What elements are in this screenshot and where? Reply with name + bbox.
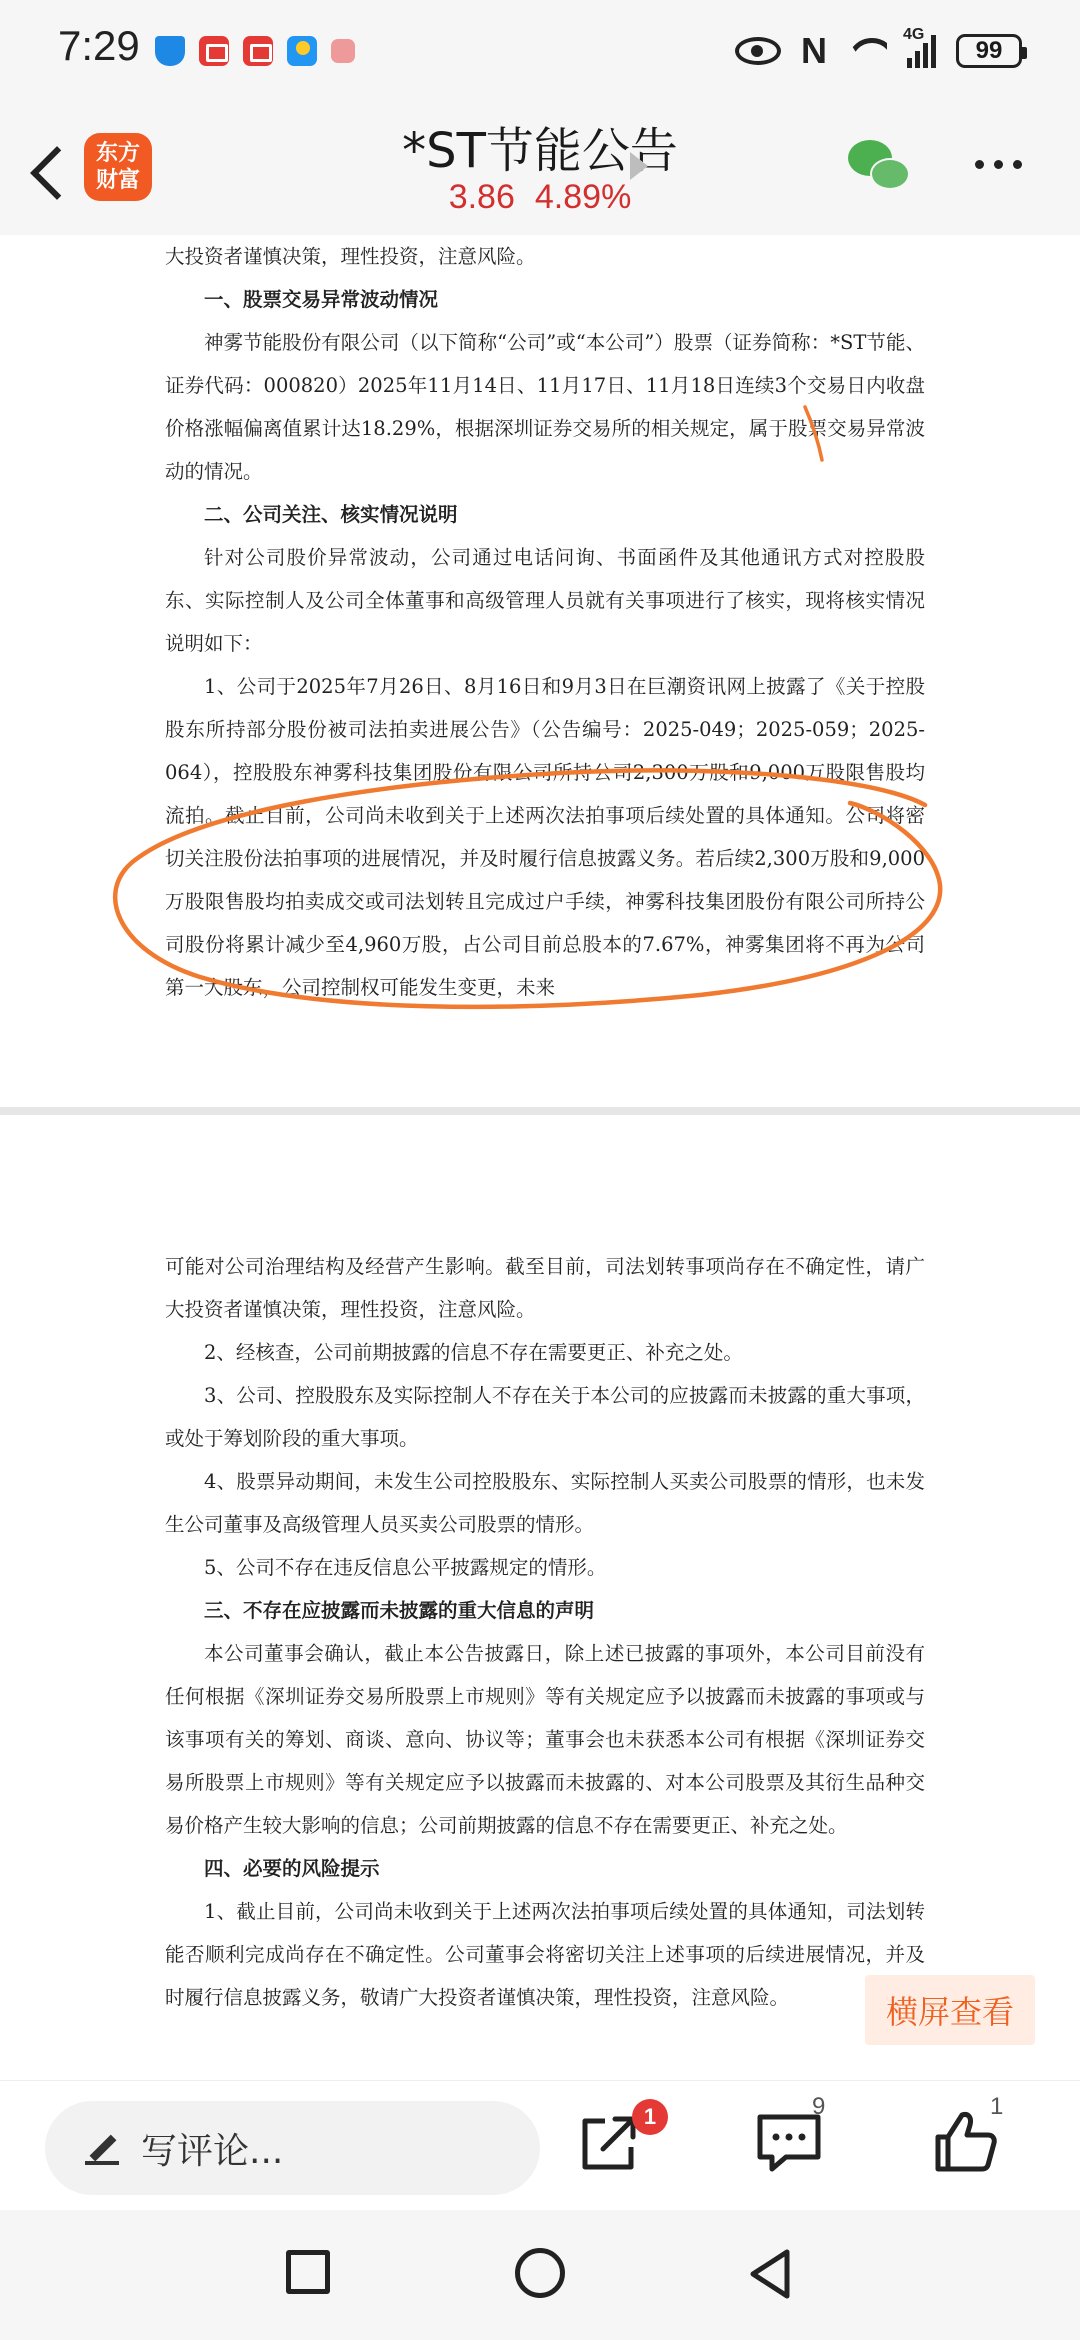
- document-paragraph: 4、股票异动期间，未发生公司控股股东、实际控制人买卖公司股票的情形，也未发生公司董事及高级管理人员买卖公司股票的情形。: [165, 1470, 925, 1536]
- comments-count: 9: [812, 2093, 826, 2120]
- app-header: [0, 100, 1080, 235]
- eye-comfort-icon: [735, 37, 781, 65]
- shield-icon: [155, 36, 185, 66]
- status-time: 7:29: [58, 22, 140, 69]
- document-paragraph: 可能对公司治理结构及经营产生影响。截至目前，司法划转事项尚存在不确定性，请广大投资者谨慎决策，理性投资，注意风险。: [165, 1255, 925, 1321]
- weather-icon: [287, 36, 317, 66]
- section-heading: 二、公司关注、核实情况说明: [204, 503, 458, 526]
- document-paragraph: 1、截止目前，公司尚未收到关于上述两次法拍事项后续处置的具体通知，司法划转能否顺利完成尚存在不确定性。公司董事会将密切关注上述事项的后续进展情况，并及时履行信息披露义务，敬请广大投资者谨慎决策，理性投资，注意风险。: [165, 1900, 925, 2009]
- next-stock-arrow-icon[interactable]: [630, 152, 648, 180]
- recent-apps-icon[interactable]: [286, 2250, 330, 2294]
- wifi-icon: [847, 34, 887, 68]
- news-app-icon-2: [243, 36, 273, 66]
- notification-icons: [155, 36, 355, 66]
- section-heading: 三、不存在应披露而未披露的重大信息的声明: [204, 1599, 595, 1622]
- likes-count: 1: [990, 2093, 1004, 2120]
- network-type: 4G: [903, 26, 925, 43]
- wechat-share-icon[interactable]: [848, 140, 910, 196]
- document-paragraph: 1、公司于2025年7月26日、8月16日和9月3日在巨潮资讯网上披露了《关于控股股东所持部分股份被司法拍卖进展公告》（公告编号：2025-049；2025-059；2025-064），控股股东神雾科技集团股份有限公司所持公司2,300万股和9,000万股限售股均流拍。截止目前，公司尚未收到关于上述两次法拍事项后续处置的具体通知。公司将密切关注股份法拍事项的进展情况，并及时履行信息披露义务。若后续2,300万股和9,000万股限售股均拍卖成交或司法划转且完成过户手续，神雾科技集团股份有限公司所持公司股份将累计减少至4,960万股，占公司目前总股本的7.67%，神雾集团将不再为公司第一大股东，公司控制权可能发生变更，未来: [165, 675, 925, 999]
- app-logo-text: 东方财富: [96, 141, 141, 193]
- landscape-view-button[interactable]: 横屏查看: [865, 1975, 1035, 2045]
- stock-change: 4.89%: [534, 178, 632, 216]
- document-viewer[interactable]: [0, 235, 1080, 2080]
- comment-placeholder: 写评论...: [141, 2130, 284, 2172]
- document-page-2: [165, 1245, 925, 2019]
- news-app-icon: [199, 36, 229, 66]
- document-paragraph: 3、公司、控股股东及实际控制人不存在关于本公司的应披露而未披露的重大事项，或处于筹划阶段的重大事项。: [165, 1384, 925, 1450]
- document-paragraph: 大投资者谨慎决策，理性投资，注意风险。: [165, 245, 536, 268]
- status-bar: [0, 0, 1080, 100]
- comment-input[interactable]: [45, 2101, 540, 2195]
- home-icon[interactable]: [515, 2248, 565, 2298]
- pencil-icon: [85, 2131, 119, 2165]
- document-paragraph: 2、经核查，公司前期披露的信息不存在需要更正、补充之处。: [204, 1341, 743, 1364]
- battery-icon: [956, 34, 1022, 68]
- document-page-1: [165, 235, 925, 1009]
- system-status-icons: [735, 26, 1022, 72]
- battery-level: 99: [975, 37, 1003, 64]
- share-badge: 1: [632, 2099, 668, 2135]
- nfc-icon: N: [801, 30, 827, 71]
- stock-quote: [0, 178, 1080, 217]
- stock-price: 3.86: [448, 178, 515, 216]
- bottom-action-bar: [0, 2080, 1080, 2210]
- document-paragraph: 5、公司不存在违反信息公平披露规定的情形。: [204, 1556, 607, 1579]
- cellular-signal-icon: [903, 26, 936, 68]
- document-paragraph: 本公司董事会确认，截止本公告披露日，除上述已披露的事项外，本公司目前没有任何根据《深圳证券交易所股票上市规则》等有关规定应予以披露而未披露的事项或与该事项有关的筹划、商谈、意向、协议等；董事会也未获悉本公司有根据《深圳证券交易所股票上市规则》等有关规定应予以披露而未披露的、对本公司股票及其衍生品种交易价格产生较大影响的信息；公司前期披露的信息不存在需要更正、补充之处。: [165, 1642, 925, 1837]
- section-heading: 四、必要的风险提示: [204, 1857, 380, 1880]
- nav-back-icon[interactable]: [745, 2246, 795, 2302]
- section-heading: 一、股票交易异常波动情况: [204, 288, 439, 311]
- document-paragraph: 神雾节能股份有限公司（以下简称“公司”或“本公司”）股票（证券简称：*ST节能、证券代码：000820）2025年11月14日、11月17日、11月18日连续3个交易日内收盘价格涨幅偏离值累计达18.29%，根据深圳证券交易所的相关规定，属于股票交易异常波动的情况。: [165, 331, 925, 483]
- app-notification-icon: [331, 39, 355, 63]
- document-paragraph: 针对公司股价异常波动，公司通过电话问询、书面函件及其他通讯方式对控股股东、实际控制人及公司全体董事和高级管理人员就有关事项进行了核实，现将核实情况说明如下：: [165, 546, 925, 655]
- more-options-icon[interactable]: [975, 160, 1022, 169]
- system-nav-bar: [0, 2210, 1080, 2340]
- page-divider: [0, 1107, 1080, 1115]
- page-title: *ST节能公告: [402, 123, 678, 179]
